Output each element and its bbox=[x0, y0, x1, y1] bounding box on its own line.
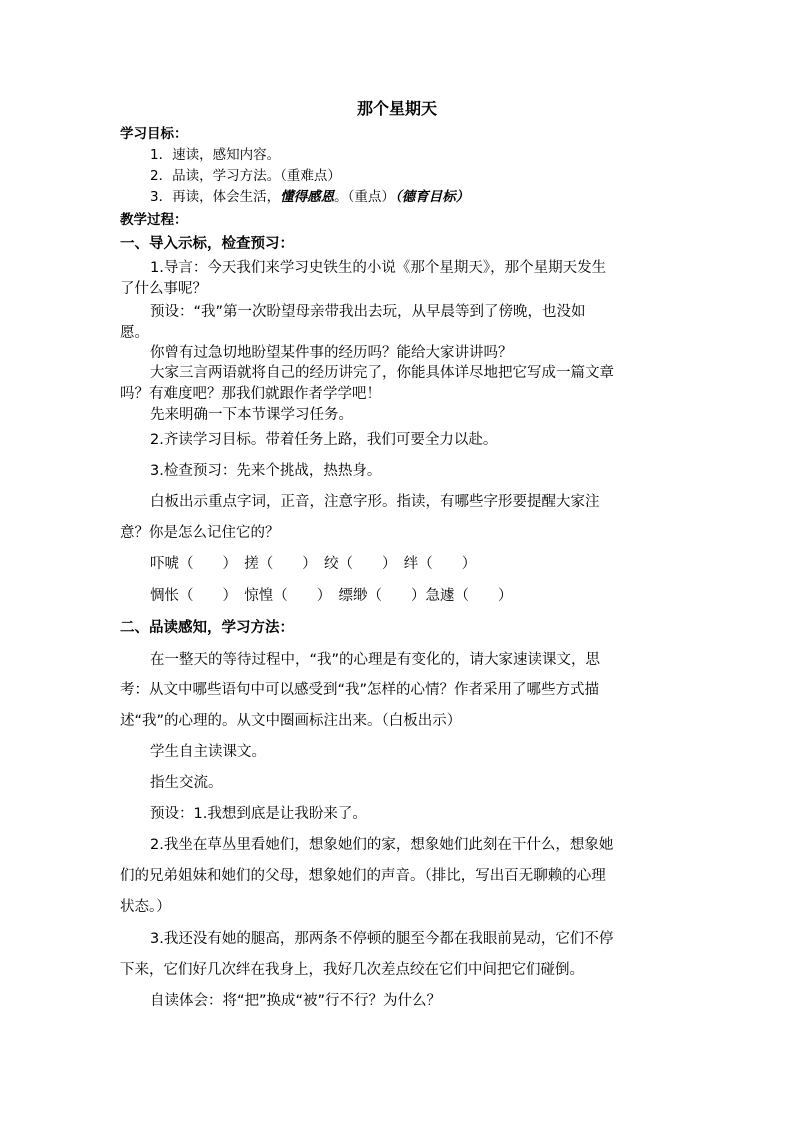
section2-heading: 二、品读感知，学习方法： bbox=[120, 620, 294, 636]
s2-p4: 预设：1.我想到底是让我盼来了。 bbox=[150, 806, 367, 822]
objectives-heading: 学习目标： bbox=[120, 126, 188, 142]
s1-p3: 你曾有过急切地盼望某件事的经历吗？能给大家讲讲吗？ bbox=[150, 345, 513, 361]
objective-2: 2．品读，学习方法。（重难点） bbox=[150, 168, 341, 184]
objective-1: 1．速读，感知内容。 bbox=[150, 147, 281, 163]
objective-3-key: 。（重点） bbox=[334, 189, 395, 205]
s2-p1-line3: 述“我”的心理的。从文中圈画标注出来。（白板出示） bbox=[120, 713, 462, 729]
s1-p2-line2: 愿。 bbox=[120, 325, 149, 341]
s1-p4-line2: 吗？有难度吧？那我们就跟作者学学吧！ bbox=[120, 386, 381, 402]
s1-p2-line1: 预设：“我”第一次盼望母亲带我出去玩，从早晨等到了傍晚，也没如 bbox=[150, 304, 586, 320]
objective-3 bbox=[150, 187, 469, 207]
s2-p1-line1: 在一整天的等待过程中，“我”的心理是有变化的，请大家速读课文，思 bbox=[150, 652, 601, 668]
s1-p6: 2.齐读学习目标。带着任务上路，我们可要全力以赴。 bbox=[150, 432, 498, 448]
section1-heading: 一、导入示标，检查预习： bbox=[120, 236, 294, 252]
s1-p8-line1: 白板出示重点字词，正音，注意字形。指读，有哪些字形要提醒大家注 bbox=[150, 494, 600, 510]
s2-p1-line2: 考：从文中哪些语句中可以感受到“我”怎样的心情？作者采用了哪些方式描 bbox=[120, 682, 600, 698]
s1-p1-line2: 了什么事呢？ bbox=[120, 281, 207, 297]
s2-p6-line1: 3.我还没有她的腿高，那两条不停顿的腿至今都在我眼前晃动，它们不停 bbox=[150, 931, 614, 947]
objective-3-moral: （德育目标） bbox=[394, 189, 470, 205]
s2-p7: 自读体会：将“把”换成“被”行不行？为什么？ bbox=[150, 993, 442, 1009]
s2-p5-line2: 们的兄弟姐妹和她们的父母，想象她们的声音。（排比，写出百无聊赖的心理 bbox=[120, 868, 606, 884]
s2-p5-line1: 2.我坐在草丛里看她们，想象她们的家，想象她们此刻在干什么，想象她 bbox=[150, 837, 614, 853]
s1-p8-line2: 意？你是怎么记住它的？ bbox=[120, 525, 280, 541]
s2-p6-line2: 下来，它们好几次绊在我身上，我好几次差点绞在它们中间把它们碰倒。 bbox=[120, 962, 584, 978]
s1-p5: 先来明确一下本节课学习任务。 bbox=[150, 407, 353, 423]
page-title: 那个星期天 bbox=[356, 99, 437, 118]
s2-p5-line3: 状态。） bbox=[120, 899, 171, 915]
s1-p7: 3.检查预习：先来个挑战，热热身。 bbox=[150, 463, 382, 479]
s2-p3: 指生交流。 bbox=[150, 775, 223, 791]
words-row-1: 吓唬（ ） 搓（ ） 绞（ ） 绊（ ） bbox=[150, 556, 477, 572]
s1-p1-line1: 1.导言：今天我们来学习史铁生的小说《那个星期天》，那个星期天发生 bbox=[150, 260, 607, 276]
objective-3-emphasis: 懂得感恩 bbox=[280, 189, 335, 205]
process-heading: 教学过程： bbox=[120, 212, 188, 228]
s1-p4-line1: 大家三言两语就将自己的经历讲完了，你能具体详尽地把它写成一篇文章 bbox=[150, 365, 614, 381]
words-row-2: 惆怅（ ） 惊惶（ ） 缥缈（ ）急遽（ ） bbox=[150, 588, 513, 604]
objective-3-text: 3．再读，体会生活， bbox=[150, 189, 281, 205]
s2-p2: 学生自主读课文。 bbox=[150, 744, 266, 760]
